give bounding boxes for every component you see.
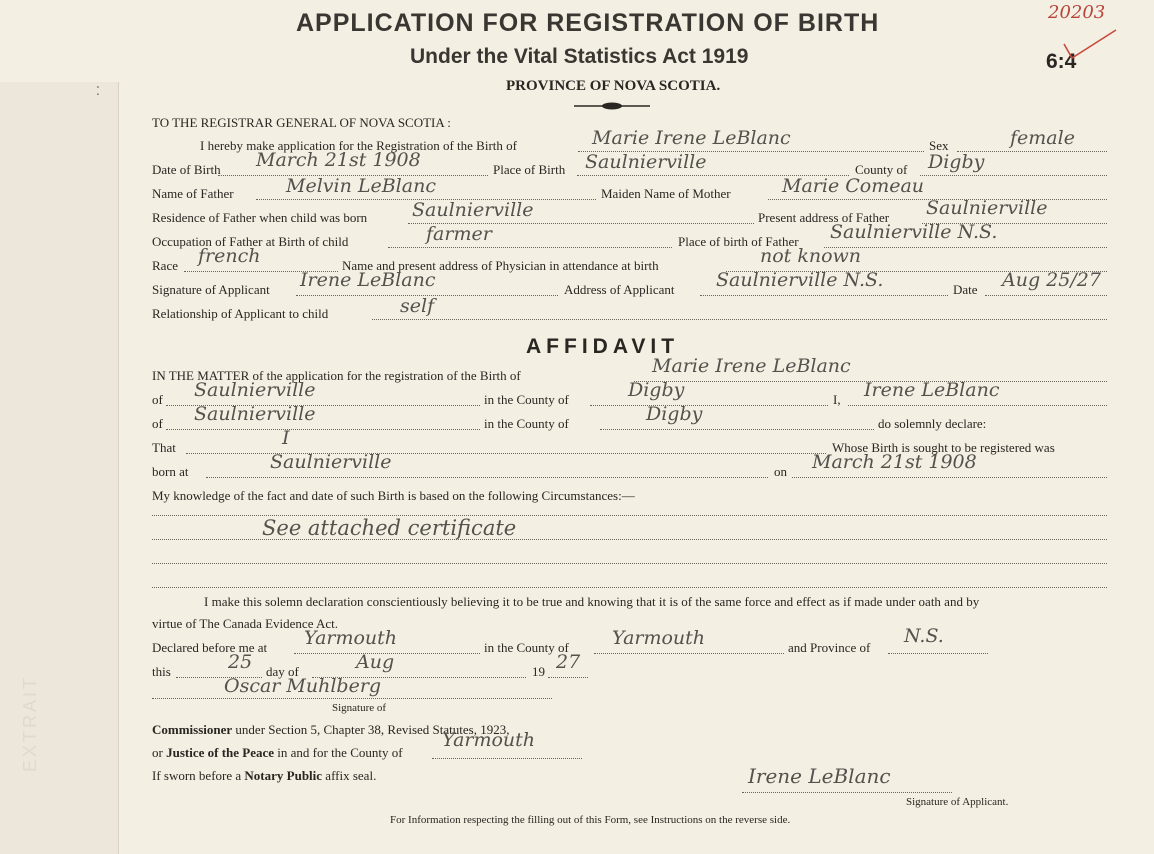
- occupation-label: Occupation of Father at Birth of child: [152, 234, 349, 249]
- matter-label: IN THE MATTER of the application for the registration of the Birth of: [152, 368, 521, 383]
- county-label: County of: [855, 162, 908, 177]
- father-birthplace-rule: [824, 245, 1107, 248]
- knowledge-label: My knowledge of the fact and date of such Birth is based on the following Circumstances:—: [152, 488, 635, 503]
- father-name-label: Name of Father: [152, 186, 234, 201]
- that-value: I: [282, 427, 290, 449]
- commissioner-signature: Oscar Muhlberg: [224, 675, 382, 697]
- father-name-value: Melvin LeBlanc: [286, 175, 436, 197]
- justice-county-value: Yarmouth: [442, 729, 536, 751]
- on-value: March 21st 1908: [812, 451, 977, 473]
- justice-county-rule: [432, 756, 582, 759]
- affiant-county-rule: [600, 427, 874, 430]
- month-value: Aug: [356, 651, 395, 673]
- affidavit-of-value: Saulnierville: [194, 379, 316, 401]
- day-of-label: day of: [266, 664, 299, 679]
- applicant-address-value: Saulnierville N.S.: [716, 269, 884, 291]
- born-at-label: born at: [152, 464, 189, 479]
- residence-label: Residence of Father when child was born: [152, 210, 368, 225]
- residence-value: Saulnierville: [412, 199, 534, 221]
- dob-value: March 21st 1908: [256, 149, 421, 171]
- affidavit-county-value: Digby: [628, 379, 685, 401]
- signature-of-label: Signature of: [332, 702, 387, 714]
- on-label: on: [774, 464, 787, 479]
- underlying-page-watermark: EXTRAIT: [20, 674, 40, 772]
- declared-province-rule: [888, 651, 988, 654]
- sex-label: Sex: [929, 138, 949, 153]
- affiant-of-label: of: [152, 416, 163, 431]
- application-date-rule: [985, 293, 1107, 296]
- child-name-label: I hereby make application for the Registration of the Birth of: [200, 138, 517, 153]
- county-value: Digby: [928, 151, 985, 173]
- affiant-value: Irene LeBlanc: [864, 379, 1000, 401]
- affiant-county-value: Digby: [646, 403, 703, 425]
- year-rule: [548, 675, 588, 678]
- race-label: Race: [152, 258, 178, 273]
- applicant-signature-label: Signature of Applicant: [152, 282, 270, 297]
- this-label: this: [152, 664, 171, 679]
- notary-prefix: If sworn before a: [152, 768, 242, 783]
- physician-label: Name and present address of Physician in attendance at birth: [342, 258, 659, 273]
- margin-mark: ⁚: [96, 84, 100, 98]
- applicant-final-signature-label: Signature of Applicant.: [906, 796, 1009, 808]
- dob-label: Date of Birth: [152, 162, 221, 177]
- title-ornament: [574, 101, 650, 111]
- year-value: 27: [556, 651, 581, 673]
- occupation-value: farmer: [426, 223, 492, 245]
- present-address-value: Saulnierville: [926, 197, 1048, 219]
- declared-at-value: Yarmouth: [304, 627, 398, 649]
- footer-note: For Information respecting the filling out of this Form, see Instructions on the reverse side.: [390, 814, 791, 826]
- declaration-line-2: virtue of The Canada Evidence Act.: [152, 616, 339, 631]
- applicant-final-signature-rule: [742, 790, 952, 793]
- mother-name-label: Maiden Name of Mother: [601, 186, 731, 201]
- birthplace-label: Place of Birth: [493, 162, 566, 177]
- commissioner-rest: under Section 5, Chapter 38, Revised Statutes, 1923,: [235, 722, 510, 737]
- relationship-value: self: [400, 295, 435, 317]
- red-check-mark: [1062, 28, 1118, 62]
- declared-county-value: Yarmouth: [612, 627, 706, 649]
- mother-name-value: Marie Comeau: [782, 175, 925, 197]
- whose-birth-label: Whose Birth is sought to be registered was: [832, 440, 1055, 455]
- day-value: 25: [228, 651, 253, 673]
- that-label: That: [152, 440, 176, 455]
- circumstances-rule-4: [152, 585, 1107, 588]
- declared-county-label: in the County of: [484, 640, 569, 655]
- year-prefix: 19: [532, 664, 545, 679]
- county-rule: [920, 173, 1107, 176]
- commissioner-bold: Commissioner: [152, 722, 233, 737]
- justice-prefix: or: [152, 745, 163, 760]
- occupation-rule: [388, 245, 672, 248]
- declaration-line-1: I make this solemn declaration conscientiously believing it to be true and knowing that it is of the same force and effect as if made under oath and by: [204, 594, 980, 609]
- applicant-address-rule: [700, 293, 948, 296]
- applicant-signature-value: Irene LeBlanc: [300, 269, 436, 291]
- matter-name-value: Marie Irene LeBlanc: [652, 355, 851, 377]
- registration-number: 20203: [1048, 2, 1106, 23]
- physician-value: not known: [760, 245, 862, 267]
- justice-bold: Justice of the Peace: [166, 745, 275, 760]
- declared-province-label: and Province of: [788, 640, 871, 655]
- applicant-address-label: Address of Applicant: [564, 282, 675, 297]
- application-date-label: Date: [953, 282, 978, 297]
- affiant-of-rule: [166, 427, 480, 430]
- birthplace-value: Saulnierville: [585, 151, 707, 173]
- affidavit-heading: AFFIDAVIT: [526, 335, 680, 358]
- declared-county-rule: [594, 651, 784, 654]
- declared-at-label: Declared before me at: [152, 640, 268, 655]
- child-name-value: Marie Irene LeBlanc: [592, 127, 791, 149]
- justice-rest: in and for the County of: [277, 745, 403, 760]
- on-rule: [792, 475, 1107, 478]
- sex-value: female: [1010, 127, 1075, 149]
- race-value: french: [198, 245, 261, 267]
- father-birthplace-label: Place of birth of Father: [678, 234, 799, 249]
- application-date-value: Aug 25/27: [1002, 269, 1101, 291]
- circumstances-rule-3: [152, 561, 1107, 564]
- affiant-label: I,: [833, 392, 841, 407]
- born-at-value: Saulnierville: [270, 451, 392, 473]
- born-at-rule: [206, 475, 768, 478]
- affidavit-of-label: of: [152, 392, 163, 407]
- affidavit-county-rule: [590, 403, 828, 406]
- form-subtitle: Under the Vital Statistics Act 1919: [410, 45, 749, 68]
- declare-label: do solemnly declare:: [878, 416, 987, 431]
- province-heading: PROVINCE OF NOVA SCOTIA.: [506, 78, 721, 94]
- notary-line: [152, 768, 376, 784]
- justice-line: [152, 745, 403, 761]
- relationship-label: Relationship of Applicant to child: [152, 306, 329, 321]
- affiant-rule: [848, 403, 1107, 406]
- father-birthplace-value: Saulnierville N.S.: [830, 221, 998, 243]
- affiant-of-value: Saulnierville: [194, 403, 316, 425]
- affiant-county-label: in the County of: [484, 416, 569, 431]
- form-title: APPLICATION FOR REGISTRATION OF BIRTH: [296, 9, 880, 37]
- notary-rest: affix seal.: [325, 768, 377, 783]
- circumstances-value: See attached certificate: [262, 516, 517, 540]
- underlying-page: [0, 82, 119, 854]
- notary-bold: Notary Public: [244, 768, 323, 783]
- registrar-address-line: TO THE REGISTRAR GENERAL OF NOVA SCOTIA :: [152, 115, 451, 130]
- relationship-rule: [372, 317, 1107, 320]
- affidavit-county-label: in the County of: [484, 392, 569, 407]
- declared-province-value: N.S.: [904, 625, 944, 647]
- form-number: 6:4: [1046, 50, 1077, 73]
- present-address-label: Present address of Father: [758, 210, 890, 225]
- applicant-final-signature: Irene LeBlanc: [748, 764, 891, 788]
